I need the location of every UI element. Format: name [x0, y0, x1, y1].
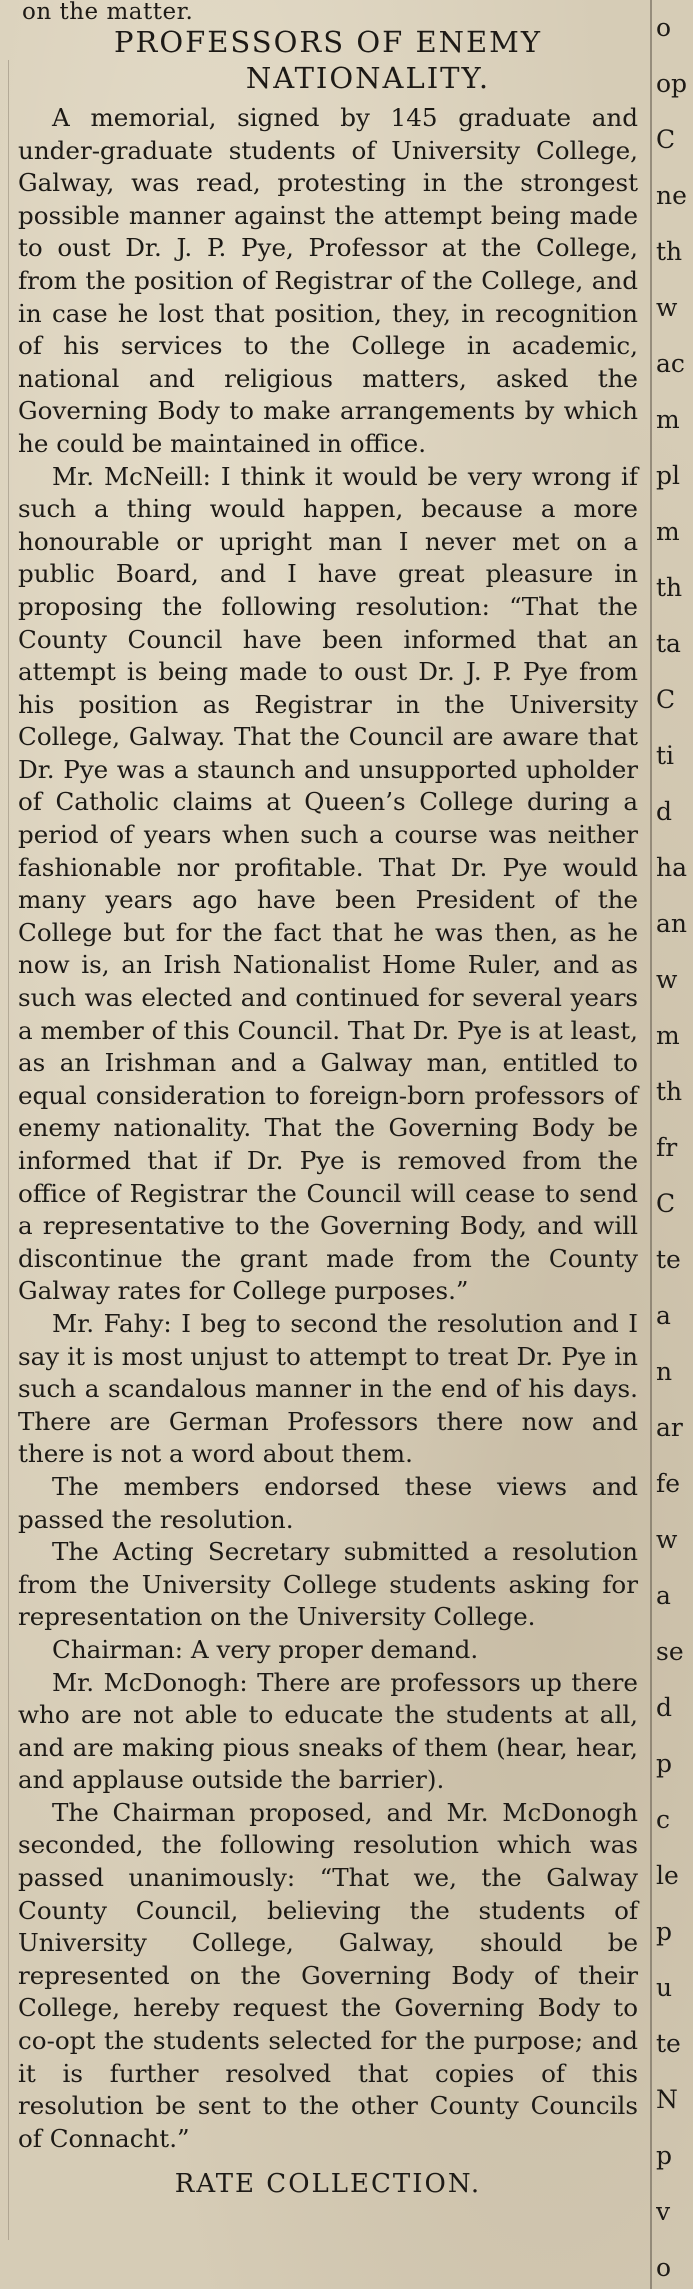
column-fragment: fr — [656, 1133, 678, 1162]
column-fragment: o — [656, 2253, 672, 2282]
paragraph-fahy: Mr. Fahy: I beg to second the resolution and I say it is most unjust to attempt to treat Dr. Pye in such a scandalous manner in the end of his days. There are German Professors there now and there is not a word about them. — [18, 1308, 638, 1469]
headline — [18, 24, 638, 96]
column-fragment: u — [656, 1973, 673, 2002]
column-fragment: ac — [656, 349, 685, 378]
column-fragment: w — [656, 965, 678, 994]
previous-article-fragment: on the matter. — [22, 0, 194, 24]
column-fragment: o — [656, 13, 672, 42]
article — [18, 0, 638, 2199]
paragraph-secretary: The Acting Secretary submitted a resolution from the University College students asking for representation on the University College. — [18, 1537, 638, 1632]
paragraph-mcneill: Mr. McNeill: I think it would be very wrong if such a thing would happen, because a more honourable or upright man I never met on a public Board, and I have great pleasure in proposing the following resolution: “That the County Council have been informed that an attempt is being made to oust Dr. J. P. Pye from his position as Registrar in the University College, Galway. That the Council are aware that Dr. Pye was a staunch and unsupported upholder of Catholic claims at Queen’s College during a period of years when such a course was neither fashionable nor profitable. That Dr. Pye would many years ago have been President of the College but for the fact that he was then, as he now is, an Irish Nationalist Home Ruler, and as such was elected and continued for several years a member of this Council. That Dr. Pye is at least, as an Irishman and a Galway man, entitled to equal consideration to foreign-born professors of enemy nationality. That the Governing Body be informed that if Dr. Pye is removed from the office of Registrar the Council will cease to send a representative to the Governing Body, and will discontinue the grant made from the County Galway rates for College purposes.” — [18, 461, 638, 1306]
column-fragment: te — [656, 1245, 681, 1274]
adjacent-column-fragments — [656, 0, 693, 2289]
headline-line-1: PROFESSORS OF ENEMY — [114, 25, 542, 59]
column-fragment: ar — [656, 1413, 683, 1442]
paragraph-resolution: The Chairman proposed, and Mr. McDonogh seconded, the following resolution which was passed unanimously: “That we, the Galway County Council, believing the students of University College, Galway, should be represented on the Governing Body of their College, hereby request the Governing Body to co-opt the students selected for the purpose; and it is further resolved that copies of this resolution be sent to the other County Councils of Connacht.” — [18, 1797, 638, 2153]
column-fragment: p — [656, 1749, 673, 1778]
column-fragment: ne — [656, 181, 687, 210]
column-fragment: w — [656, 293, 678, 322]
paragraph-memorial: A memorial, signed by 145 graduate and under-graduate students of University College, Galway, was read, protesting in the strongest possible manner against the attempt being made to oust Dr. J. P. Pye, Professor at the College, from the position of Registrar of the College, and in case he lost that position, they, in recognition of his services to the College in academic, national and religious matters, asked the Governing Body to make arrangements by which he could be maintained in office. — [18, 103, 638, 458]
column-fragment: th — [656, 237, 683, 266]
column-fragment: le — [656, 1861, 679, 1890]
column-fragment: C — [656, 1189, 676, 1218]
column-fragment: m — [656, 405, 680, 434]
left-margin-rule — [8, 60, 9, 2240]
column-fragment: N — [656, 2085, 678, 2114]
column-fragment: a — [656, 1301, 671, 1330]
column-fragment: te — [656, 2029, 681, 2058]
column-fragment: se — [656, 1637, 684, 1666]
paragraph-chairman: Chairman: A very proper demand. — [52, 1634, 479, 1664]
column-fragment: w — [656, 1525, 678, 1554]
column-fragment: th — [656, 1077, 683, 1106]
column-fragment: op — [656, 69, 688, 98]
column-fragment: c — [656, 1805, 671, 1834]
column-fragment: C — [656, 125, 676, 154]
column-fragment: v — [656, 2197, 671, 2226]
column-fragment: fe — [656, 1469, 681, 1498]
column-fragment: m — [656, 1021, 680, 1050]
column-fragment: m — [656, 517, 680, 546]
column-fragment: pl — [656, 461, 680, 490]
column-fragment: ti — [656, 741, 675, 770]
column-fragment: d — [656, 1693, 673, 1722]
article-body — [18, 102, 638, 2155]
column-fragment: ta — [656, 629, 681, 658]
column-fragment: th — [656, 573, 683, 602]
column-rule — [650, 0, 652, 2289]
column-fragment: p — [656, 2141, 673, 2170]
next-article-subhead: RATE COLLECTION. — [174, 2169, 482, 2200]
paragraph-members: The members endorsed these views and passed the resolution. — [18, 1471, 638, 1534]
column-fragment: d — [656, 797, 673, 826]
column-fragment: ha — [656, 853, 688, 882]
column-fragment: p — [656, 1917, 673, 1946]
paragraph-mcdonogh: Mr. McDonogh: There are professors up there who are not able to educate the students at all, and are making pious sneaks of them (hear, hear, and applause outside the barrier). — [18, 1667, 638, 1795]
headline-line-2: NATIONALITY. — [245, 61, 491, 95]
column-fragment: an — [656, 909, 688, 938]
column-fragment: C — [656, 685, 676, 714]
column-fragment: a — [656, 1581, 671, 1610]
column-fragment: n — [656, 1357, 673, 1386]
